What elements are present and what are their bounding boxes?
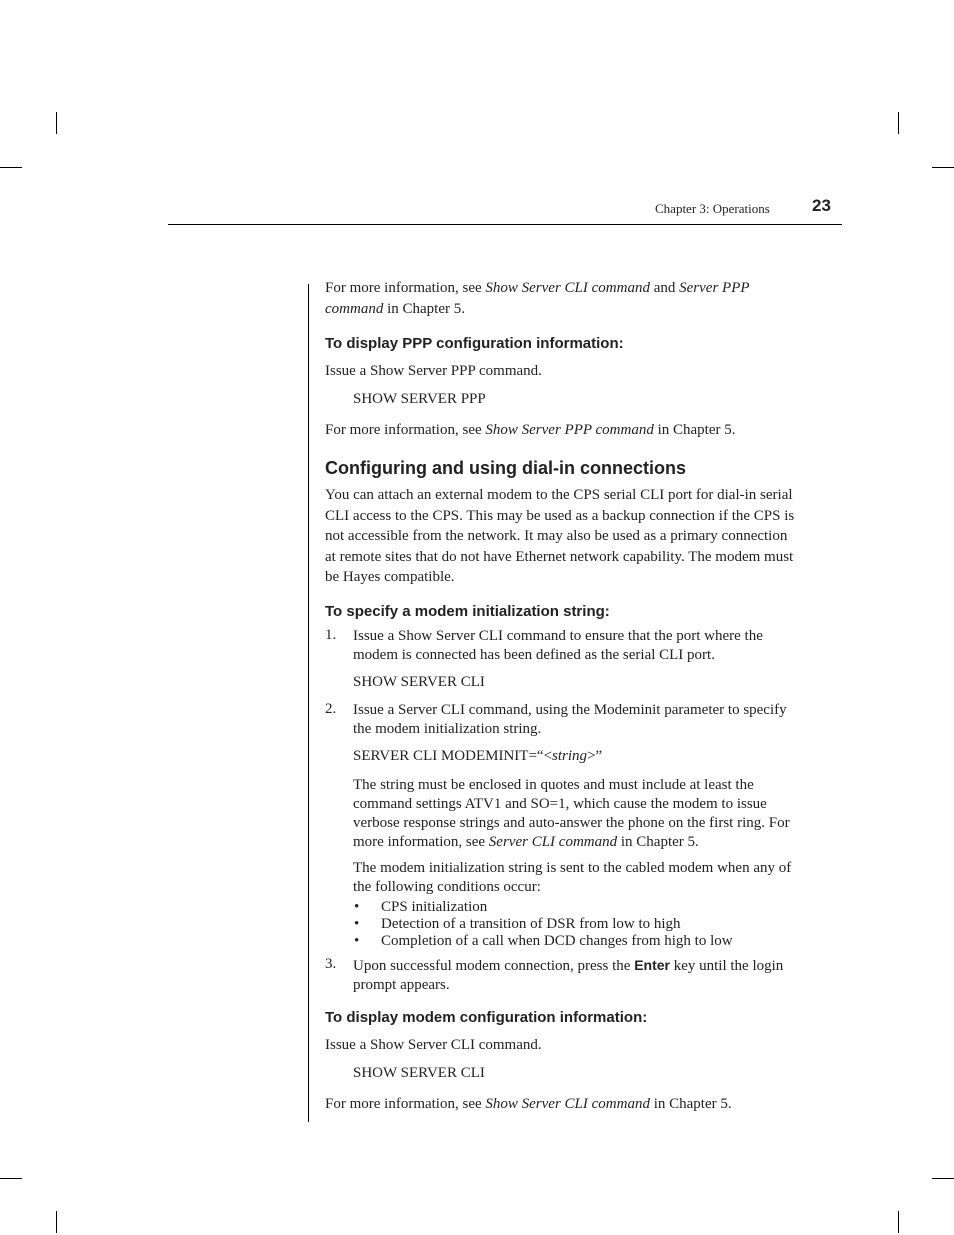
text-line: You can attach an external modem to the CPS serial CLI port for dial-in serial — [325, 487, 793, 503]
text: in Chapter 5. — [653, 422, 736, 438]
reference: Show Server CLI command — [485, 280, 650, 296]
crop-mark — [932, 1178, 954, 1179]
bullet-icon: • — [354, 933, 360, 949]
text-line: the modem initialization string. — [353, 721, 542, 737]
text-line: CLI access to the CPS. This may be used as a backup connection if the CPS is — [325, 507, 795, 524]
text: in Chapter 5. — [649, 1096, 732, 1112]
text: and — [649, 280, 680, 296]
crop-mark — [0, 1178, 22, 1179]
code-placeholder: string — [552, 748, 588, 764]
text-line: at remote sites that do not have Ethernet network capability. The modem must — [325, 548, 794, 565]
text-line: The string must be enclosed in quotes and must include at least the — [353, 777, 754, 793]
text-line: Issue a Server CLI command, using the Modeminit parameter to specify — [353, 702, 787, 718]
reference: Show Server CLI command — [485, 1096, 650, 1112]
crop-mark — [898, 112, 899, 134]
reference: Server CLI command — [488, 834, 618, 850]
text-line: be Hayes compatible. — [325, 569, 455, 585]
text: For more information, see — [325, 1096, 486, 1112]
page-number: 23 — [812, 196, 831, 215]
text: key until the login — [669, 958, 784, 974]
step-note — [353, 776, 790, 852]
margin-rule — [308, 284, 309, 1122]
text-line: Issue a Show Server CLI command to ensure that the port where the — [353, 628, 763, 644]
text-line: not accessible from the network. It may also be used as a primary connection — [325, 528, 788, 544]
section-heading: Configuring and using dial-in connections — [325, 458, 686, 478]
text-line: the following conditions occur: — [353, 879, 541, 895]
step-number: 2. — [325, 701, 337, 717]
text: For more information, see — [325, 422, 486, 438]
paragraph-more-info — [325, 278, 750, 319]
list-item: CPS initialization — [381, 899, 488, 915]
crop-mark — [56, 1211, 57, 1233]
step-number: 1. — [325, 627, 337, 643]
text: in Chapter 5. — [383, 300, 465, 317]
running-header-chapter: Chapter 3: Operations — [655, 201, 770, 216]
code-text: SERVER CLI MODEMINIT=“< — [353, 748, 553, 764]
code-command: SHOW SERVER CLI — [353, 674, 485, 690]
step-conditions — [353, 859, 791, 897]
code-command: SHOW SERVER CLI — [353, 1065, 485, 1081]
list-item: Detection of a transition of DSR from low to high — [381, 916, 681, 932]
bullet-icon: • — [354, 899, 360, 915]
reference: Server PPP — [679, 280, 750, 296]
text: For more information, see — [325, 280, 486, 296]
paragraph-intro — [325, 485, 794, 588]
text-line: modem is connected has been defined as the serial CLI port. — [353, 647, 715, 663]
procedure-heading-modem-init: To specify a modem initialization string: — [325, 603, 610, 620]
crop-mark — [898, 1211, 899, 1233]
step-text — [353, 956, 783, 995]
paragraph-issue-cli: Issue a Show Server CLI command. — [325, 1037, 542, 1053]
code-command: SHOW SERVER PPP — [353, 391, 486, 407]
crop-mark — [56, 112, 57, 134]
reference: command — [325, 300, 384, 317]
crop-mark — [0, 167, 22, 168]
bullet-icon: • — [354, 916, 360, 932]
text-line: The modem initialization string is sent to the cabled modem when any of — [353, 860, 792, 876]
header-rule — [168, 224, 842, 225]
paragraph-more-info-ppp — [325, 420, 736, 441]
step-number: 3. — [325, 956, 337, 972]
paragraph-more-info-cli — [325, 1094, 732, 1115]
list-item: Completion of a call when DCD changes from high to low — [381, 933, 733, 949]
text-line: command settings ATV1 and SO=1, which cause the modem to issue — [353, 796, 767, 812]
text-line: verbose response strings and auto-answer the phone on the first ring. For — [353, 815, 790, 831]
step-text — [353, 627, 763, 665]
key-name: Enter — [634, 957, 670, 973]
text-line: prompt appears. — [353, 977, 450, 993]
step-text — [353, 701, 787, 739]
procedure-heading-ppp: To display PPP configuration information: — [325, 335, 624, 352]
crop-mark — [932, 167, 954, 168]
text: Upon successful modem connection, press the — [353, 958, 635, 974]
code-command — [353, 748, 602, 765]
text: in Chapter 5. — [617, 834, 699, 850]
paragraph-issue-ppp: Issue a Show Server PPP command. — [325, 363, 542, 379]
text: more information, see — [353, 834, 489, 850]
code-text: >” — [587, 748, 603, 764]
reference: Show Server PPP command — [485, 422, 654, 438]
procedure-heading-modem-config: To display modem configuration information: — [325, 1009, 648, 1026]
